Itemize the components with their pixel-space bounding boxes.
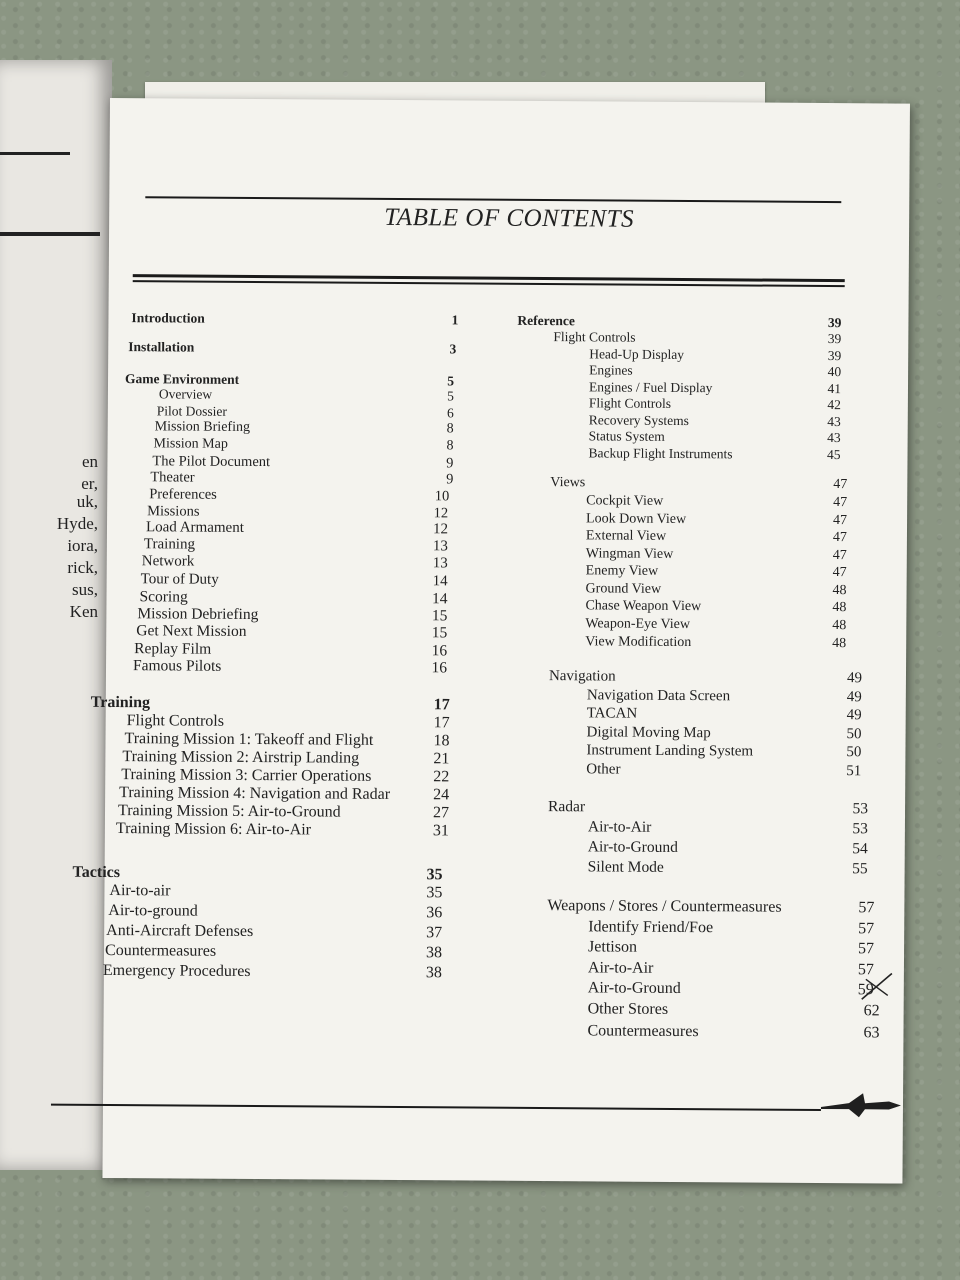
toc-right-entry-page: 51: [846, 763, 862, 780]
toc-left-entry-page: 38: [425, 944, 443, 962]
toc-left-entry-label: Mission Map: [153, 436, 228, 452]
toc-right-entry-page: 49: [846, 707, 862, 724]
toc-left-entry-label: Countermeasures: [104, 941, 217, 960]
toc-right-entry-page: 41: [827, 381, 842, 397]
toc-left-entry-page: 16: [431, 642, 448, 660]
toc-right-entry-page: 57: [857, 961, 874, 979]
left-page: [0, 60, 112, 1170]
toc-right-entry-page: 40: [827, 364, 842, 380]
toc-left-entry-label: Preferences: [149, 486, 217, 503]
toc-right-entry-label: Instrument Landing System: [586, 742, 754, 760]
left-page-rule: [0, 152, 70, 155]
toc-right-entry-page: 48: [832, 636, 847, 652]
toc-right-entry-label: Recovery Systems: [588, 412, 689, 429]
toc-left-entry-label: Air-to-ground: [108, 902, 198, 920]
toc-left-entry-label: Training Mission 5: Air-to-Ground: [117, 802, 341, 821]
toc-left-entry-label: Introduction: [131, 310, 205, 326]
toc-left-entry-label: Get Next Mission: [136, 622, 247, 640]
toc-right-entry-label: Head-Up Display: [589, 346, 685, 363]
toc-left-entry-page: 16: [431, 659, 448, 677]
toc-right-entry-page: 57: [858, 940, 875, 958]
toc-left-entry-label: Missions: [147, 503, 200, 520]
toc-right-entry-label: External View: [585, 528, 667, 544]
toc-left-entry-label: Theater: [150, 469, 195, 486]
toc-left-entry-label: Tour of Duty: [140, 571, 219, 588]
jet-fighter-logo-icon: [819, 1089, 903, 1122]
toc-left-entry-label: Training Mission 6: Air-to-Air: [115, 820, 312, 839]
left-page-text-fragment: iora,: [67, 536, 98, 555]
toc-right-entry-label: Countermeasures: [587, 1022, 699, 1041]
toc-right-entry-page: 47: [832, 548, 847, 564]
toc-right-entry-label: Air-to-Ground: [587, 838, 678, 856]
toc-left-entry-label: Overview: [158, 386, 213, 402]
toc-left-entry-label: Training Mission 2: Airstrip Landing: [122, 748, 360, 767]
toc-right-entry-label: Look Down View: [586, 511, 687, 528]
toc-right-entry-label: Status System: [588, 428, 665, 444]
toc-right-entry-page: 57: [858, 920, 875, 938]
toc-left-entry-page: 5: [447, 388, 454, 404]
toc-right-entry-label: Navigation Data Screen: [586, 687, 731, 705]
toc-right-entry-page: 53: [852, 800, 869, 818]
toc-left-entry-page: 38: [425, 964, 442, 982]
toc-left-entry-page: 36: [426, 904, 443, 922]
toc-left-entry-page: 37: [426, 924, 443, 942]
toc-left-entry-page: 13: [432, 538, 448, 555]
toc-left-entry-label: The Pilot Document: [152, 453, 271, 471]
toc-left-entry-page: 8: [446, 438, 454, 454]
toc-right-entry-label: Weapon-Eye View: [585, 616, 691, 633]
toc-right-entry-page: 48: [832, 583, 847, 599]
toc-left-entry-page: 18: [433, 732, 450, 750]
toc-left-entry-page: 8: [446, 421, 454, 437]
toc-right-entry-label: Engines / Fuel Display: [588, 379, 713, 396]
toc-right-entry-page: 48: [832, 618, 847, 634]
left-page-text-fragment: er,: [81, 474, 98, 493]
toc-right-entry-label: Reference: [517, 312, 575, 329]
toc-left-entry-page: 10: [434, 488, 450, 505]
toc-left-entry-label: Flight Controls: [126, 712, 225, 730]
toc-left-entry-page: 14: [432, 573, 448, 590]
page-title: TABLE OF CONTENTS: [384, 203, 635, 233]
toc-left-entry-label: Installation: [128, 339, 195, 355]
toc-left-entry-page: 35: [426, 866, 443, 884]
toc-right-entry-label: Jettison: [588, 938, 638, 956]
toc-left-entry-page: 5: [447, 373, 455, 389]
toc-right-entry-page: 47: [832, 565, 847, 581]
left-page-text-fragment: rick,: [67, 558, 98, 577]
toc-right-entry-page: 39: [827, 315, 842, 331]
toc-right-entry-page: 49: [846, 670, 863, 687]
toc-right-entry-page: 47: [833, 477, 848, 493]
toc-right-entry-page: 47: [833, 495, 848, 511]
toc-left-entry-page: 21: [433, 750, 450, 768]
toc-right-entry-label: Weapons / Stores / Countermeasures: [547, 897, 782, 916]
toc-left-entry-page: 17: [433, 696, 450, 714]
toc-right-entry-page: 57: [858, 899, 875, 917]
toc-right-entry-label: Flight Controls: [588, 395, 672, 411]
toc-left-entry-label: Scoring: [139, 588, 188, 606]
toc-right-entry-label: Digital Moving Map: [586, 724, 711, 742]
toc-right-entry-page: 42: [827, 397, 841, 413]
toc-right-entry-page: 63: [863, 1024, 880, 1042]
toc-left-entry-label: Mission Debriefing: [137, 605, 259, 624]
toc-left-entry-page: 14: [431, 590, 448, 608]
toc-right-entry-label: Flight Controls: [553, 329, 636, 345]
toc-right-entry-page: 50: [846, 726, 862, 743]
toc-left-entry-page: 12: [433, 505, 449, 522]
pen-correction-mark-icon: [858, 969, 898, 1003]
toc-left-entry-page: 6: [447, 405, 454, 421]
toc-left-entry-page: 22: [433, 768, 450, 786]
toc-right-entry-page: 62: [863, 1002, 880, 1020]
left-page-text-fragment: uk,: [76, 492, 98, 511]
toc-right-entry-label: View Modification: [585, 634, 692, 651]
toc-right-entry-label: Air-to-Air: [587, 959, 654, 977]
toc-left-entry-label: Game Environment: [124, 371, 240, 387]
toc-right-entry-label: Wingman View: [585, 546, 674, 562]
toc-right-entry-label: Ground View: [585, 581, 662, 597]
toc-right-entry-label: Engines: [589, 362, 633, 378]
toc-right-entry-page: 55: [852, 860, 868, 878]
toc-right-entry-label: Navigation: [548, 668, 616, 685]
toc-left-entry-label: Network: [141, 553, 195, 570]
toc-left-entry-page: 9: [446, 471, 454, 488]
toc-left-entry-label: Training: [143, 536, 196, 553]
toc-right-entry-page: 50: [846, 744, 862, 761]
toc-left-entry-label: Famous Pilots: [132, 657, 222, 675]
toc-right-entry-label: Identify Friend/Foe: [588, 918, 714, 937]
toc-left-entry-label: Air-to-air: [109, 882, 171, 900]
left-page-text-fragment: Ken: [69, 602, 98, 621]
toc-left-entry-label: Tactics: [72, 863, 121, 882]
toc-left-entry-label: Training Mission 3: Carrier Operations: [121, 766, 372, 785]
toc-right-entry-page: 43: [827, 430, 841, 446]
toc-right-entry-label: Backup Flight Instruments: [588, 445, 733, 462]
left-page-text-fragment: en: [81, 452, 98, 471]
toc-left-entry-label: Pilot Dossier: [156, 403, 228, 419]
toc-right-entry-page: 49: [846, 689, 862, 706]
left-page-rule: [0, 232, 100, 236]
toc-right-entry-page: 53: [852, 820, 868, 838]
toc-left-entry-label: Load Armament: [145, 519, 244, 536]
toc-left-entry-page: 1: [451, 312, 459, 328]
toc-right-entry-page: 45: [826, 447, 841, 463]
toc-left-entry-label: Anti-Aircraft Defenses: [106, 921, 254, 941]
toc-right-entry-page: 39: [827, 348, 842, 364]
toc-left-entry-page: 24: [433, 786, 450, 804]
toc-left-entry-page: 13: [432, 555, 448, 572]
toc-right-entry-label: Enemy View: [585, 563, 659, 579]
toc-right-entry-label: Views: [550, 475, 586, 491]
toc-right-entry-page: 48: [832, 600, 847, 616]
toc-left-entry-page: 15: [431, 607, 448, 625]
toc-right-entry-page: 39: [827, 331, 842, 347]
toc-left-entry-label: Training Mission 1: Takeoff and Flight: [124, 730, 374, 749]
toc-right-entry-label: Chase Weapon View: [585, 598, 702, 615]
toc-right-entry-label: Air-to-Air: [587, 818, 652, 836]
toc-left-entry-page: 27: [432, 804, 450, 822]
toc-right-entry-label: TACAN: [586, 705, 638, 722]
toc-left-entry-label: Mission Briefing: [154, 419, 251, 435]
toc-right-entry-label: Other Stores: [587, 1000, 669, 1018]
toc-right-entry-label: Air-to-Ground: [587, 979, 681, 998]
left-page-text-fragment: sus,: [72, 580, 98, 599]
toc-left-entry-page: 15: [431, 624, 448, 642]
toc-left-entry-page: 17: [433, 714, 450, 732]
toc-left-entry-label: Training Mission 4: Navigation and Radar: [119, 784, 391, 803]
toc-left-entry-page: 31: [432, 822, 449, 840]
toc-right-entry-label: Other: [586, 761, 621, 778]
toc-left-entry-label: Emergency Procedures: [102, 961, 251, 981]
toc-left-entry-page: 3: [449, 341, 457, 357]
toc-right-entry-page: 54: [852, 840, 868, 858]
toc-left-entry-page: 9: [446, 455, 454, 472]
toc-right-entry-label: Radar: [548, 798, 586, 816]
toc-right-entry-label: Silent Mode: [587, 858, 664, 876]
left-page-text-fragment: Hyde,: [56, 514, 98, 533]
footer-rule: [51, 1104, 821, 1111]
toc-left-entry-label: Training: [90, 693, 151, 712]
toc-right-entry-page: 47: [832, 530, 848, 546]
toc-right-entry-page: 59: [857, 981, 874, 999]
toc-right-entry-page: 47: [833, 513, 848, 529]
toc-right-entry-label: Cockpit View: [586, 493, 664, 509]
toc-right-entry-page: 43: [827, 414, 841, 430]
toc-left-entry-page: 12: [432, 521, 449, 538]
toc-left-entry-label: Replay Film: [134, 640, 212, 658]
toc-left-entry-page: 35: [426, 884, 443, 902]
